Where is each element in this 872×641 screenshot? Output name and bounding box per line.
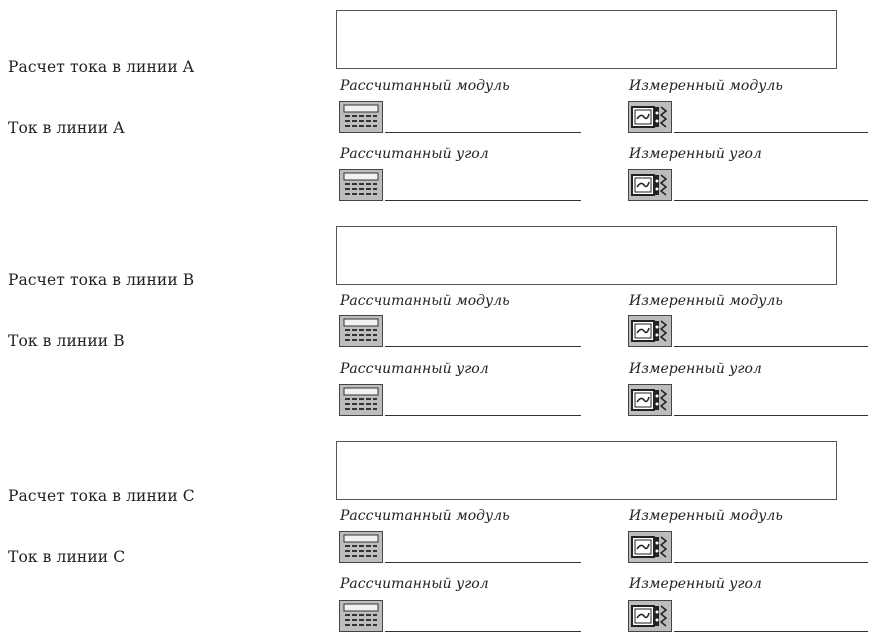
meas-angle-field[interactable]	[674, 200, 868, 201]
calc-angle-field[interactable]	[385, 631, 581, 632]
meas-angle-caption: Измеренный угол	[629, 361, 762, 377]
calc-label-line-a: Расчет тока в линии A	[8, 58, 195, 76]
calc-angle-field[interactable]	[385, 415, 581, 416]
meter-icon[interactable]	[628, 384, 672, 416]
meas-modulus-field[interactable]	[674, 346, 868, 347]
meter-icon[interactable]	[628, 600, 672, 632]
calc-box-line-c[interactable]	[336, 441, 837, 500]
calculator-icon[interactable]	[339, 315, 383, 347]
meas-modulus-field[interactable]	[674, 132, 868, 133]
calc-label-line-c: Расчет тока в линии C	[8, 487, 195, 505]
meter-icon[interactable]	[628, 315, 672, 347]
calc-angle-caption: Рассчитанный угол	[340, 576, 489, 592]
current-label-line-c: Ток в линии C	[8, 548, 126, 566]
meas-modulus-field[interactable]	[674, 562, 868, 563]
calc-label-line-b: Расчет тока в линии B	[8, 271, 195, 289]
calc-angle-field[interactable]	[385, 200, 581, 201]
calc-modulus-field[interactable]	[385, 562, 581, 563]
calculator-icon[interactable]	[339, 169, 383, 201]
calc-angle-caption: Рассчитанный угол	[340, 146, 489, 162]
calc-modulus-field[interactable]	[385, 346, 581, 347]
meas-modulus-caption: Измеренный модуль	[629, 508, 783, 524]
meas-angle-field[interactable]	[674, 415, 868, 416]
meas-angle-caption: Измеренный угол	[629, 576, 762, 592]
calc-modulus-caption: Рассчитанный модуль	[340, 78, 510, 94]
calculator-icon[interactable]	[339, 531, 383, 563]
meas-angle-field[interactable]	[674, 631, 868, 632]
meas-modulus-caption: Измеренный модуль	[629, 293, 783, 309]
calculator-icon[interactable]	[339, 600, 383, 632]
meter-icon[interactable]	[628, 169, 672, 201]
calculator-icon[interactable]	[339, 384, 383, 416]
meter-icon[interactable]	[628, 101, 672, 133]
current-label-line-a: Ток в линии A	[8, 119, 125, 137]
calc-box-line-a[interactable]	[336, 10, 837, 69]
calc-angle-caption: Рассчитанный угол	[340, 361, 489, 377]
meas-modulus-caption: Измеренный модуль	[629, 78, 783, 94]
meas-angle-caption: Измеренный угол	[629, 146, 762, 162]
calculator-icon[interactable]	[339, 101, 383, 133]
calc-modulus-caption: Рассчитанный модуль	[340, 293, 510, 309]
calc-modulus-caption: Рассчитанный модуль	[340, 508, 510, 524]
current-label-line-b: Ток в линии B	[8, 332, 125, 350]
calc-box-line-b[interactable]	[336, 226, 837, 285]
calc-modulus-field[interactable]	[385, 132, 581, 133]
meter-icon[interactable]	[628, 531, 672, 563]
